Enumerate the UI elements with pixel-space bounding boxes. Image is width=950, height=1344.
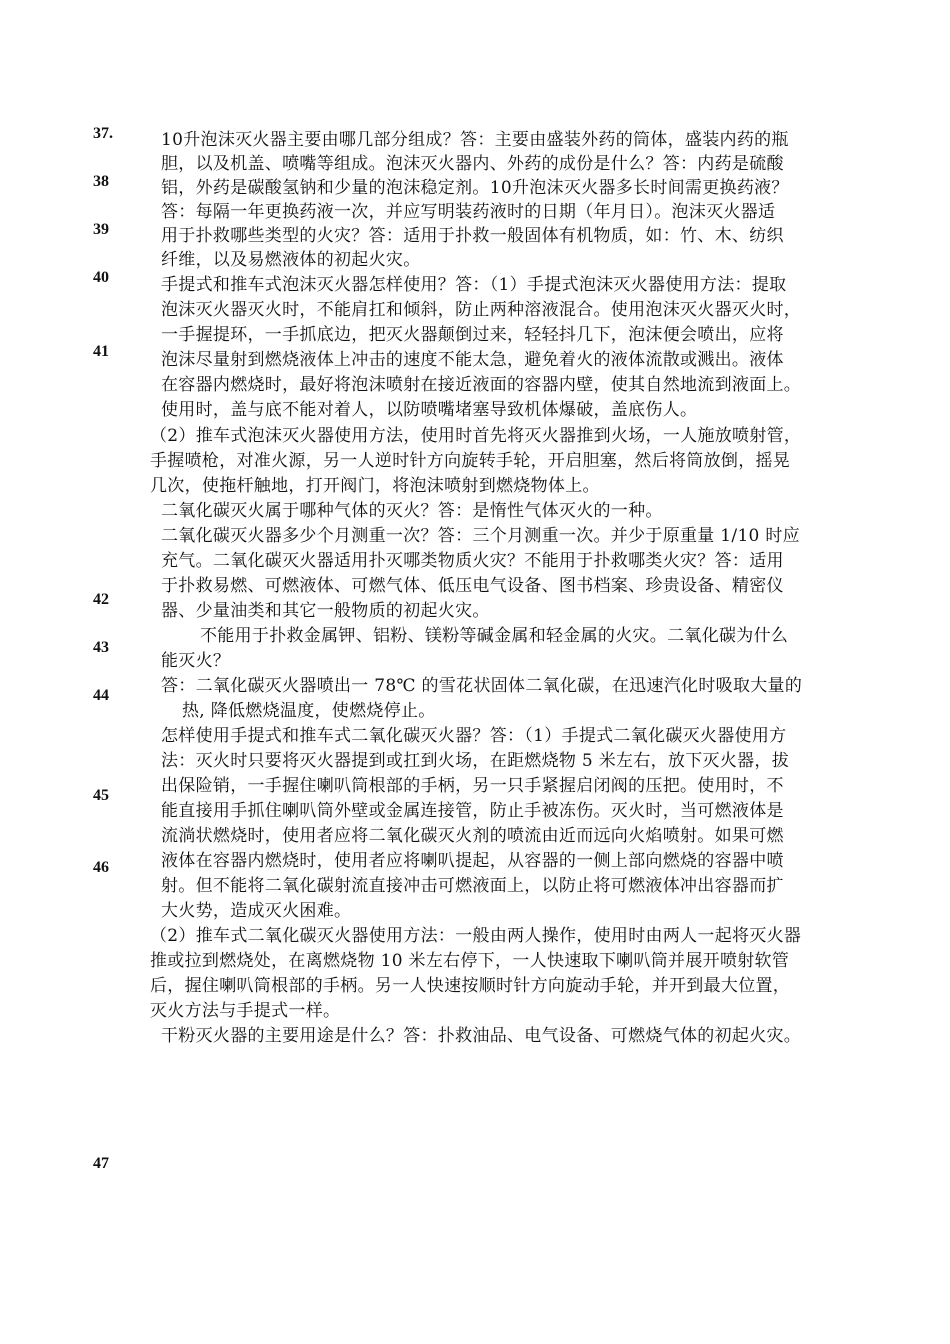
question-number: 46 (93, 859, 109, 876)
text-line: 铝，外药是碳酸氢钠和少量的泡沫稳定剂。10升泡沫灭火器多长时间需更换药液？ (161, 178, 789, 198)
text-line: 一手握提环，一手抓底边，把灭火器颠倒过来，轻轻抖几下，泡沫便会喷出，应将 (161, 325, 784, 345)
text-line: 灭火方法与手提式一样。 (150, 1001, 341, 1021)
text-line: 怎样使用手提式和推车式二氧化碳灭火器？答：（1）手提式二氧化碳灭火器使用方 (161, 726, 787, 746)
question-number: 43 (93, 639, 109, 656)
question-number: 40 (93, 269, 109, 286)
text-line: 大火势，造成灭火困难。 (161, 901, 352, 921)
text-line: 10升泡沫灭火器主要由哪几部分组成？答：主要由盛装外药的筒体，盛装内药的瓶 (161, 130, 789, 150)
text-line: 泡沫灭火器灭火时，不能肩扛和倾斜，防止两种溶液混合。使用泡沫灭火器灭火时， (161, 300, 802, 320)
question-number: 44 (93, 687, 109, 704)
text-line: 手握喷枪，对准火源，另一人逆时针方向旋转手轮，开启胆塞，然后将筒放倒，摇晃 (150, 451, 791, 471)
text-line: 答：二氧化碳灭火器喷出一 78℃ 的雪花状固体二氧化碳，在迅速汽化时吸取大量的 (161, 676, 803, 696)
text-line: 胆，以及机盖、喷嘴等组成。泡沫灭火器内、外药的成份是什么？答：内药是硫酸 (161, 154, 784, 174)
question-number: 42 (93, 591, 109, 608)
text-line: 热, 降低燃烧温度，使燃烧停止。 (182, 701, 436, 721)
text-line: 在容器内燃烧时，最好将泡沫喷射在接近液面的容器内壁，使其自然地流到液面上。 (161, 375, 802, 395)
text-line: 流淌状燃烧时，使用者应将二氧化碳灭火剂的喷流由近而远向火焰喷射。如果可燃 (161, 826, 784, 846)
question-number: 37. (93, 125, 113, 142)
question-number: 39 (93, 221, 109, 238)
text-line: 二氧化碳灭火属于哪种气体的灭火？答：是惰性气体灭火的一种。 (161, 501, 663, 521)
text-line: 能直接用手抓住喇叭筒外壁或金属连接管，防止手被冻伤。灭火时，当可燃液体是 (161, 801, 784, 821)
text-line: 手提式和推车式泡沫灭火器怎样使用？答：（1）手提式泡沫灭火器使用方法：提取 (161, 275, 787, 295)
text-line: 后，握住喇叭筒根部的手柄。另一人快速按顺时针方向旋动手轮，并开到最大位置， (150, 976, 791, 996)
text-line: 使用时，盖与底不能对着人，以防喷嘴堵塞导致机体爆破，盖底伤人。 (161, 400, 698, 420)
text-line: 于扑救易燃、可燃液体、可燃气体、低压电气设备、图书档案、珍贵设备、精密仪 (161, 576, 784, 596)
text-line: 干粉灭火器的主要用途是什么？答：扑救油品、电气设备、可燃烧气体的初起火灾。 (161, 1026, 802, 1046)
text-line: 二氧化碳灭火器多少个月测重一次？答：三个月测重一次。并少于原重量 1/10 时应 (161, 526, 800, 546)
text-line: 几次，使拖杆触地，打开阀门，将泡沫喷射到燃烧物体上。 (150, 476, 600, 496)
text-line: （2）推车式泡沫灭火器使用方法，使用时首先将灭火器推到火场，一人施放喷射管， (150, 426, 802, 446)
question-number: 45 (93, 787, 109, 804)
text-line: 能灭火？ (161, 651, 231, 671)
text-line: 射。但不能将二氧化碳射流直接冲击可燃液面上，以防止将可燃液体冲出容器而扩 (161, 876, 784, 896)
text-line: 出保险销，一手握住喇叭筒根部的手柄，另一只手紧握启闭阀的压把。使用时，不 (161, 776, 784, 796)
text-line: 充气。二氧化碳灭火器适用扑灭哪类物质火灾？不能用于扑救哪类火灾？答：适用 (161, 551, 784, 571)
text-line: 器、少量油类和其它一般物质的初起火灾。 (161, 601, 490, 621)
text-line: （2）推车式二氧化碳灭火器使用方法：一般由两人操作，使用时由两人一起将灭火器 (150, 926, 802, 946)
text-line: 纤维，以及易燃液体的初起火灾。 (161, 250, 421, 270)
question-number: 41 (93, 343, 109, 360)
question-number: 47 (93, 1155, 109, 1172)
question-number: 38 (93, 173, 109, 190)
text-line: 液体在容器内燃烧时，使用者应将喇叭提起，从容器的一侧上部向燃烧的容器中喷 (161, 851, 784, 871)
text-line: 推或拉到燃烧处，在离燃烧物 10 米左右停下，一人快速取下喇叭筒并展开喷射软管 (150, 951, 790, 971)
text-line: 用于扑救哪些类型的火灾？答：适用于扑救一般固体有机物质，如：竹、木、纺织 (161, 226, 784, 246)
text-line: 不能用于扑救金属钾、铝粉、镁粉等碱金属和轻金属的火灾。二氧化碳为什么 (200, 626, 789, 646)
text-line: 泡沫尽量射到燃烧液体上冲击的速度不能太急，避免着火的液体流散或溅出。液体 (161, 350, 784, 370)
text-line: 答：每隔一年更换药液一次，并应写明装药液时的日期（年月日）。泡沫灭火器适 (161, 202, 776, 222)
text-line: 法：灭火时只要将灭火器提到或扛到火场，在距燃烧物 5 米左右，放下灭火器，拔 (161, 751, 790, 771)
